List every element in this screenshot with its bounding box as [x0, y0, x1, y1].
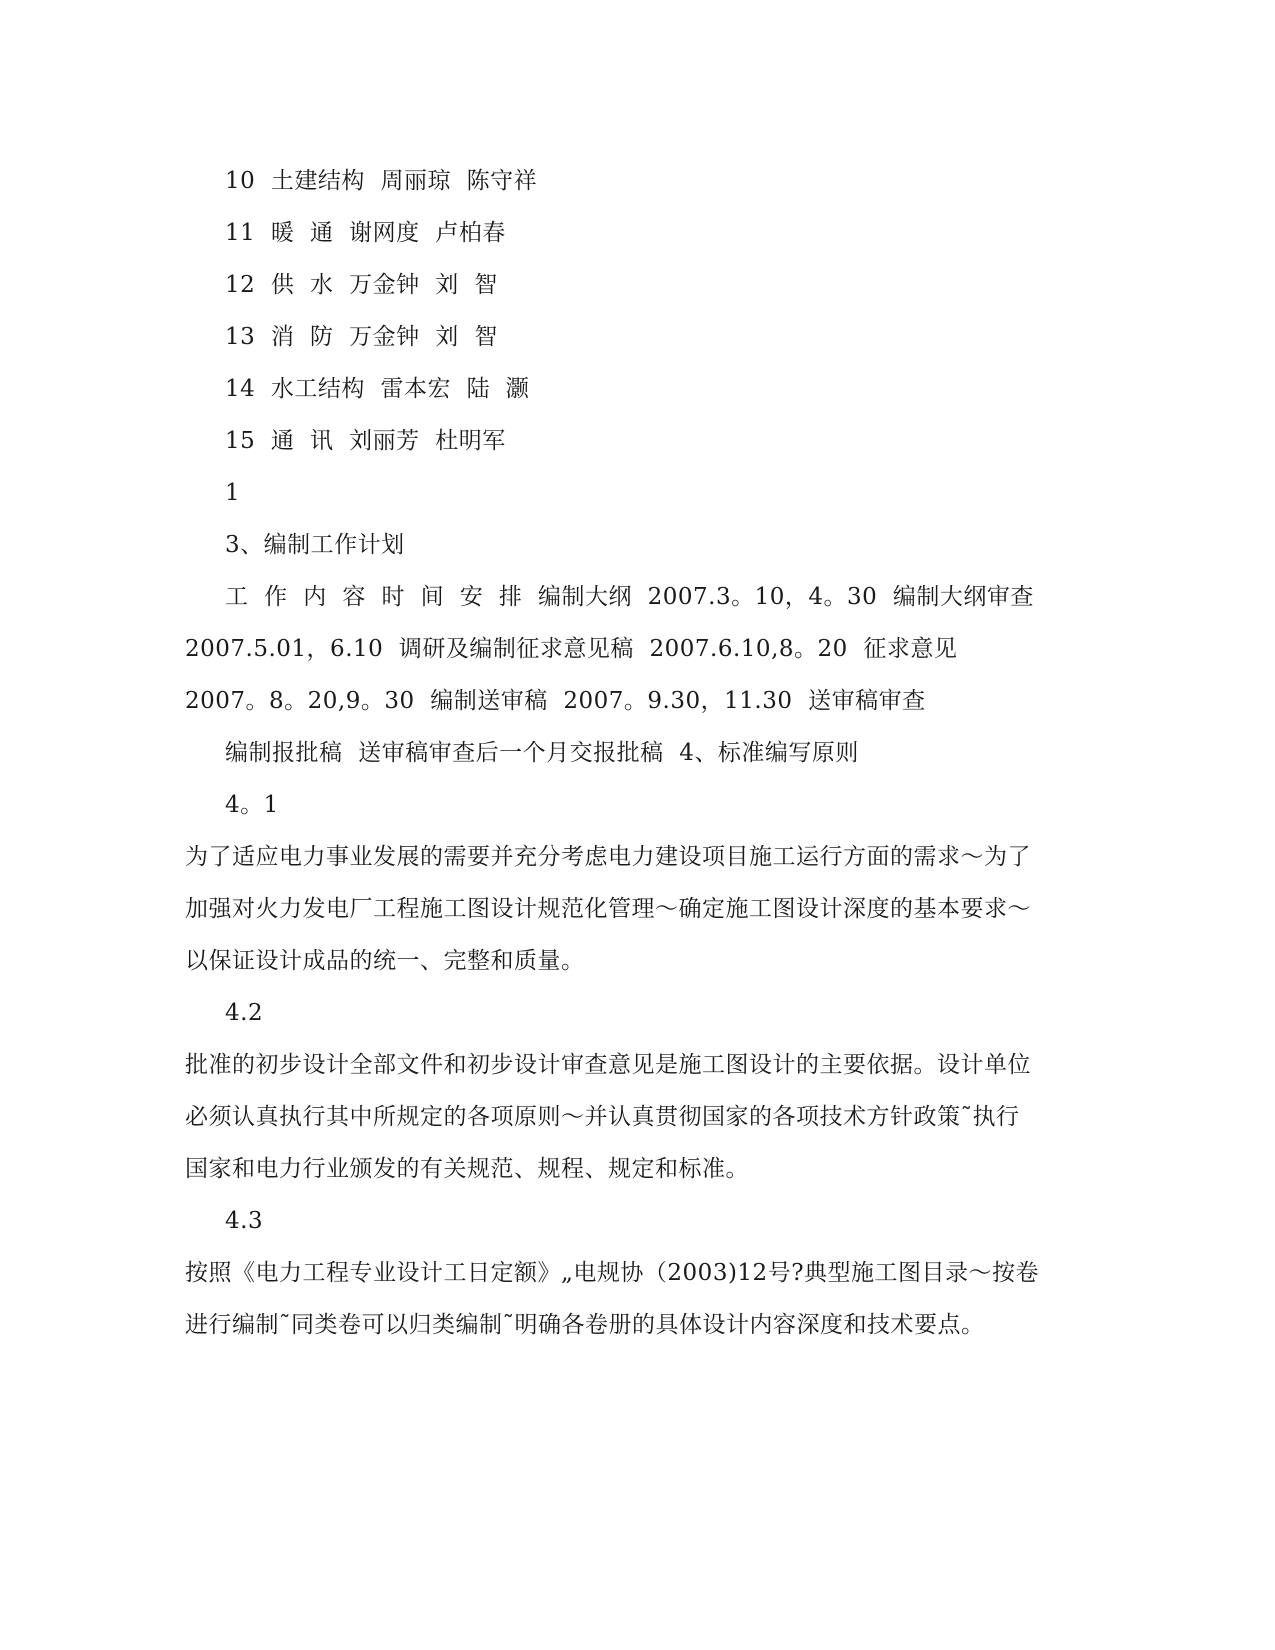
section-heading-3: 3、编制工作计划 [225, 532, 405, 558]
clause-4-1-line-2: 加强对火力发电厂工程施工图设计规范化管理～确定施工图设计深度的基本要求～ [185, 896, 1031, 922]
schedule-line-3: 2007。8。20,9。30 编制送审稿 2007。9.30，11.30 送审稿审查 [185, 688, 926, 714]
clause-4-2-line-1: 批准的初步设计全部文件和初步设计审查意见是施工图设计的主要依据。设计单位 [185, 1052, 1031, 1078]
clause-heading-4-1: 4。1 [225, 792, 279, 818]
clause-4-2-line-3: 国家和电力行业颁发的有关规范、规程、规定和标准。 [185, 1156, 749, 1182]
schedule-line-4: 编制报批稿 送审稿审查后一个月交报批稿 4、标准编写原则 [225, 740, 859, 766]
clause-4-2-line-2: 必须认真执行其中所规定的各项原则～并认真贯彻国家的各项技术方针政策˜执行 [185, 1104, 1020, 1130]
clause-heading-4-3: 4.3 [225, 1208, 264, 1234]
clause-4-1-line-1: 为了适应电力事业发展的需要并充分考虑电力建设项目施工运行方面的需求～为了 [185, 844, 1031, 870]
schedule-line-2: 2007.5.01，6.10 调研及编制征求意见稿 2007.6.10,8。20 征求意见 [185, 636, 958, 662]
page-number: 1 [225, 480, 241, 506]
staff-row-13: 13 消 防 万金钟 刘 智 [225, 324, 498, 350]
staff-row-11: 11 暖 通 谢网度 卢柏春 [225, 220, 506, 246]
staff-row-15: 15 通 讯 刘丽芳 杜明军 [225, 428, 506, 454]
schedule-line-1: 工 作 内 容 时 间 安 排 编制大纲 2007.3。10，4。30 编制大纲审查 [225, 584, 1034, 610]
staff-row-10: 10 土建结构 周丽琼 陈守祥 [225, 168, 538, 194]
staff-row-12: 12 供 水 万金钟 刘 智 [225, 272, 498, 298]
staff-row-14: 14 水工结构 雷本宏 陆 灏 [225, 376, 530, 402]
clause-4-3-line-1: 按照《电力工程专业设计工日定额》„电规协（2003)12号?典型施工图目录～按卷 [185, 1260, 1040, 1286]
clause-heading-4-2: 4.2 [225, 1000, 264, 1026]
clause-4-3-line-2: 进行编制˜同类卷可以归类编制˜明确各卷册的具体设计内容深度和技术要点。 [185, 1312, 985, 1338]
clause-4-1-line-3: 以保证设计成品的统一、完整和质量。 [185, 948, 585, 974]
